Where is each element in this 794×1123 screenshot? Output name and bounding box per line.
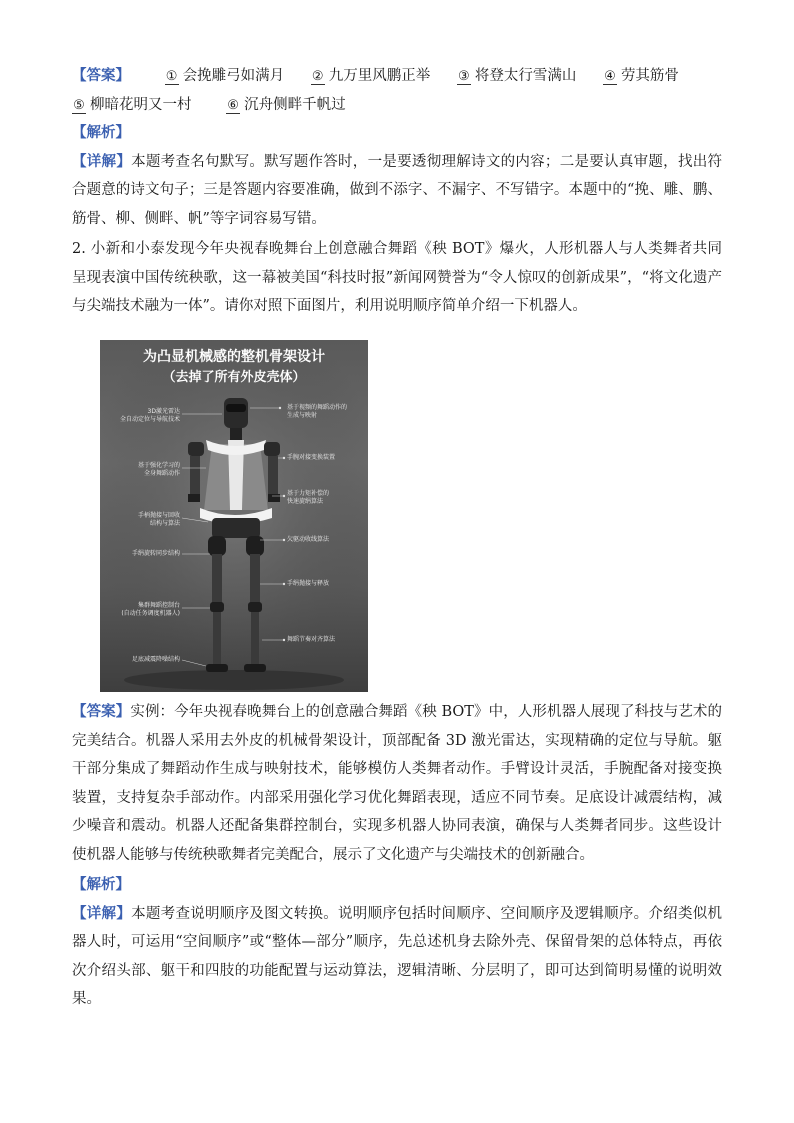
answer-item-4: ④ 劳其筋骨 — [604, 68, 679, 84]
callout-right-3: 基于力矩补偿的 快速旋绢算法 — [287, 490, 330, 505]
callout-left-6: 足底减震降噪结构 — [131, 656, 180, 663]
figure-subtitle: （去掉了所有外皮壳体） — [162, 370, 306, 385]
callout-right-5: 手绢抛接与释放 — [287, 580, 330, 587]
answer-1-cont — [72, 91, 722, 120]
answer-item-2: ② 九万里风鹏正举 — [311, 68, 431, 84]
question-2: 2. 小新和小泰发现今年央视春晚舞台上创意融合舞蹈《秧 BOT》爆火，人形机器人与人类舞者共同呈现表演中国传统秧歌，这一幕被美国“科技时报”新闻网赞誉为“令人惊叹的创新成果”，“将文化遗产与尖端技术融为一体”。请你对照下面图片，利用说明顺序简单介绍一下机器人。 — [72, 241, 722, 314]
answer-item-6: ⑥ 沉舟侧畔千帆过 — [227, 96, 346, 113]
page-content — [72, 62, 722, 321]
analysis-1-heading: 【解析】 — [72, 124, 130, 141]
page-content-lower — [72, 698, 722, 1014]
answer-item-1: ① 会挽雕弓如满月 — [165, 68, 285, 84]
callout-left-4: 手绢旋转同步结构 — [131, 550, 180, 557]
callout-right-4: 欠驱动收线算法 — [287, 536, 330, 543]
callout-left-3: 手柄抛接与回收 结构与算法 — [137, 512, 180, 527]
callout-right-1: 基于视频的舞蹈动作的 生成与映射 — [287, 404, 348, 419]
analysis-1-detail: 【详解】本题考查名句默写。默写题作答时，一是要透彻理解诗文的内容；二是要认真审题，找出符合题意的诗文句子；三是答题内容要准确，做到不添字、不漏字、不写错字。本题中的“挽、雕、鹏、筋骨、柳、侧畔、帆”等字词容易写错。 — [72, 152, 723, 227]
callout-right-2: 手腕对接变换装置 — [287, 454, 336, 461]
figure-title: 为凸显机械感的整机骨架设计 — [143, 349, 325, 365]
callout-left-1: 3D激光雷达 全自动定位与导航技术 — [119, 408, 180, 423]
callout-left-2: 基于强化学习的 全身舞蹈动作 — [137, 462, 180, 477]
callout-left-5: 集群舞蹈控制台 (自动任务调度机器人) — [121, 602, 180, 617]
answer-tag: 【答案】 — [72, 67, 130, 84]
robot-figure — [100, 340, 368, 692]
analysis-2-detail: 【详解】本题考查说明顺序及图文转换。说明顺序包括时间顺序、空间顺序及逻辑顺序。介绍类似机器人时，可运用“空间顺序”或“整体—部分”顺序，先总述机身去除外壳、保留骨架的总体特点，再依次介绍头部、躯干和四肢的功能配置与运动算法，逻辑清晰、分层明了，即可达到简明易懂的说明效果。 — [72, 904, 723, 1007]
answer-2: 【答案】实例：今年央视春晚舞台上的创意融合舞蹈《秧 BOT》中，人形机器人展现了科技与艺术的完美结合。机器人采用去外皮的机械骨架设计，顶部配备 3D 激光雷达，实现精确的定位与导航。躯干部分集成了舞蹈动作生成与映射技术，能够模仿人类舞者动作。手臂设计灵活，手腕配备对接变换装置，支持复杂手部动作。内部采用强化学习优化舞蹈表现，适应不同节奏。足底设计减震结构，减少噪音和震动。机器人还配备集群控制台，实现多机器人协同表演，确保与人类舞者同步。这些设计使机器人能够与传统秧歌舞者完美配合，展示了文化遗产与尖端技术的创新融合。 — [72, 703, 723, 863]
answer-item-5: ⑤ 柳暗花明又一村 — [73, 96, 192, 113]
analysis-2-heading: 【解析】 — [72, 876, 130, 893]
answer-1 — [72, 62, 722, 91]
answer-item-3: ③ 将登太行雪满山 — [458, 68, 577, 84]
callout-right-6: 舞蹈节奏对齐算法 — [287, 636, 336, 643]
